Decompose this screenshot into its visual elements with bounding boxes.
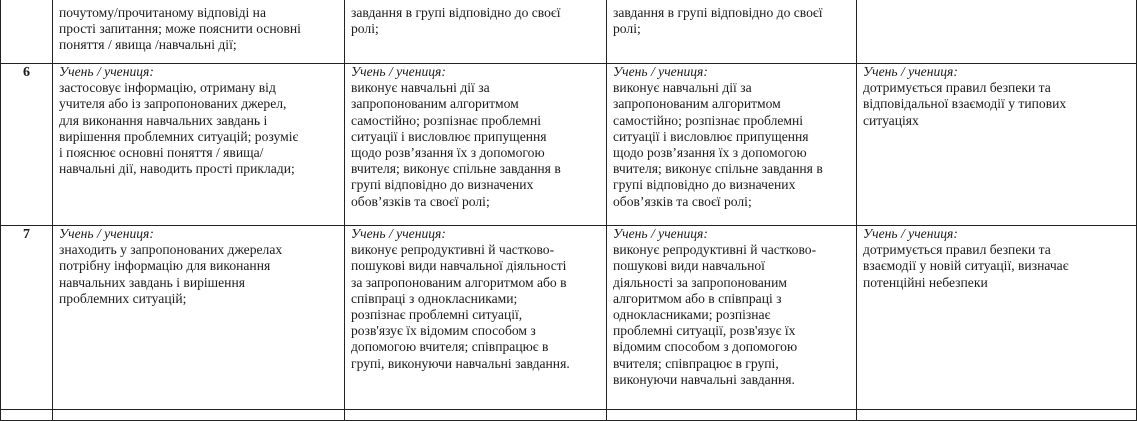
cell-text-line: завдання в групі відповідно до своєї [613, 5, 823, 20]
table-cell [53, 410, 345, 421]
cell-text-line: групі, виконуючи навчальні завдання. [351, 355, 570, 371]
cell-text-line: дотримується правил безпеки та [863, 80, 1051, 96]
cell-text-line: запропонованим алгоритмом [613, 96, 781, 112]
cell-text-line: допомогою вчителя; співпрацює в [351, 339, 549, 355]
table-row [1, 64, 1137, 226]
level-number: 7 [1, 226, 53, 410]
cell-text-line: вчителя; виконує спільне завдання в [613, 161, 823, 177]
cell-text-line: однокласниками; розпізнає [613, 307, 771, 323]
cell-text-line: самостійно; розпізнає проблемні [613, 112, 804, 128]
table-cell [1, 410, 53, 421]
cell-label: Учень / учениця: [613, 64, 708, 79]
cell-text-line: алгоритмом або в співпраці з [613, 290, 782, 306]
cell-text-line: виконує репродуктивні й частково- [351, 242, 555, 258]
cell-text-line: діяльності за запропонованим [613, 274, 787, 290]
cell-text-line: обов’язків та своєї ролі; [613, 193, 752, 209]
cell-text-line: пошукові види навчальної діяльності [351, 258, 567, 274]
cell-text-line: застосовує інформацію, отриману від [59, 80, 276, 96]
cell-text-line: дотримується правил безпеки та [863, 242, 1051, 258]
cell-text-line: щодо розв’язання їх з допомогою [351, 145, 545, 161]
cell-text-line: ситуації і висловлює припущення [613, 128, 809, 144]
cell-text-line: ситуації і висловлює припущення [351, 128, 547, 144]
cell-text-line: відомим способом з допомогою [613, 339, 798, 355]
cell-label: Учень / учениця: [863, 64, 958, 79]
cell-text-line: ситуаціях [863, 112, 919, 128]
cell-text-line: виконує репродуктивні й частково- [613, 242, 817, 258]
table-cell [345, 0, 607, 64]
criteria-table-body [1, 0, 1137, 421]
table-cell [345, 64, 607, 226]
table-cell [857, 64, 1137, 226]
cell-text-line: співпраці з однокласниками; [351, 290, 518, 306]
cell-text-line: відповідальної взаємодії у типових [863, 96, 1067, 112]
cell-text-line: проблемні ситуації, розв'язує їх [613, 323, 796, 339]
cell-text-line: знаходить у запропонованих джерелах [59, 242, 283, 258]
cell-text-line: щодо розв’язання їх з допомогою [613, 145, 807, 161]
cell-text-line: розв'язує їх відомим способом з [351, 323, 536, 339]
cell-text-line: і пояснює основні поняття / явища/ [59, 145, 264, 161]
cell-text-line: ролі; [613, 21, 641, 37]
cell-text-line: прості запитання; може пояснити основні [59, 21, 301, 37]
cell-label: Учень / учениця: [863, 226, 958, 241]
cell-text-line: потенційні небезпеки [863, 274, 988, 290]
table-row [1, 226, 1137, 410]
cell-text-line: запропонованим алгоритмом [351, 96, 519, 112]
cell-text-line: проблемних ситуацій; [59, 290, 187, 306]
table-row [1, 410, 1137, 421]
cell-text-line: виконуючи навчальні завдання. [613, 371, 795, 387]
cell-text-line: взаємодії у новій ситуації, визначає [863, 258, 1069, 274]
cell-text-line: розпізнає проблемні ситуації, [351, 307, 523, 323]
table-cell [53, 0, 345, 64]
level-number [1, 0, 53, 64]
cell-text-line: почутому/прочитаному відповіді на [59, 5, 266, 20]
cell-text-line: поняття / явища /навчальні дії; [59, 37, 237, 53]
cell-text-line: потрібну інформацію для виконання [59, 258, 271, 274]
cell-label: Учень / учениця: [613, 226, 708, 241]
table-cell [607, 410, 857, 421]
cell-label: Учень / учениця: [351, 64, 446, 79]
table-cell [857, 410, 1137, 421]
cell-text-line: обов’язків та своєї ролі; [351, 193, 490, 209]
cell-text-line: вчителя; співпрацює в групі, [613, 355, 779, 371]
cell-text-line: групі відповідно до визначених [351, 177, 534, 193]
cell-text-line: для виконання навчальних завдань і [59, 112, 268, 128]
cell-text-line: ролі; [351, 21, 379, 37]
table-row [1, 0, 1137, 64]
cell-text-line: групі відповідно до визначених [613, 177, 796, 193]
cell-label: Учень / учениця: [59, 64, 154, 79]
table-cell [607, 0, 857, 64]
cell-text-line: учителя або із запропонованих джерел, [59, 96, 287, 112]
table-cell [607, 64, 857, 226]
table-cell [857, 0, 1137, 64]
cell-text-line: виконує навчальні дії за [351, 80, 490, 96]
cell-text-line: самостійно; розпізнає проблемні [351, 112, 542, 128]
table-cell [857, 226, 1137, 410]
table-cell [53, 226, 345, 410]
cell-text-line: за запропонованим алгоритмом або в [351, 274, 567, 290]
cell-label: Учень / учениця: [351, 226, 446, 241]
table-cell [345, 410, 607, 421]
cell-text-line: вчителя; виконує спільне завдання в [351, 161, 561, 177]
table-cell [345, 226, 607, 410]
cell-label: Учень / учениця: [59, 226, 154, 241]
table-cell [53, 64, 345, 226]
cell-text-line: завдання в групі відповідно до своєї [351, 5, 561, 20]
level-number: 6 [1, 64, 53, 226]
cell-text-line: навчальні дії, наводить прості приклади; [59, 161, 295, 177]
cell-text-line: вирішення проблемних ситуацій; розуміє [59, 128, 299, 144]
table-cell [607, 226, 857, 410]
cell-text-line: виконує навчальні дії за [613, 80, 752, 96]
cell-text-line: навчальних завдань і вирішення [59, 274, 245, 290]
cell-text-line: пошукові види навчальної [613, 258, 765, 274]
